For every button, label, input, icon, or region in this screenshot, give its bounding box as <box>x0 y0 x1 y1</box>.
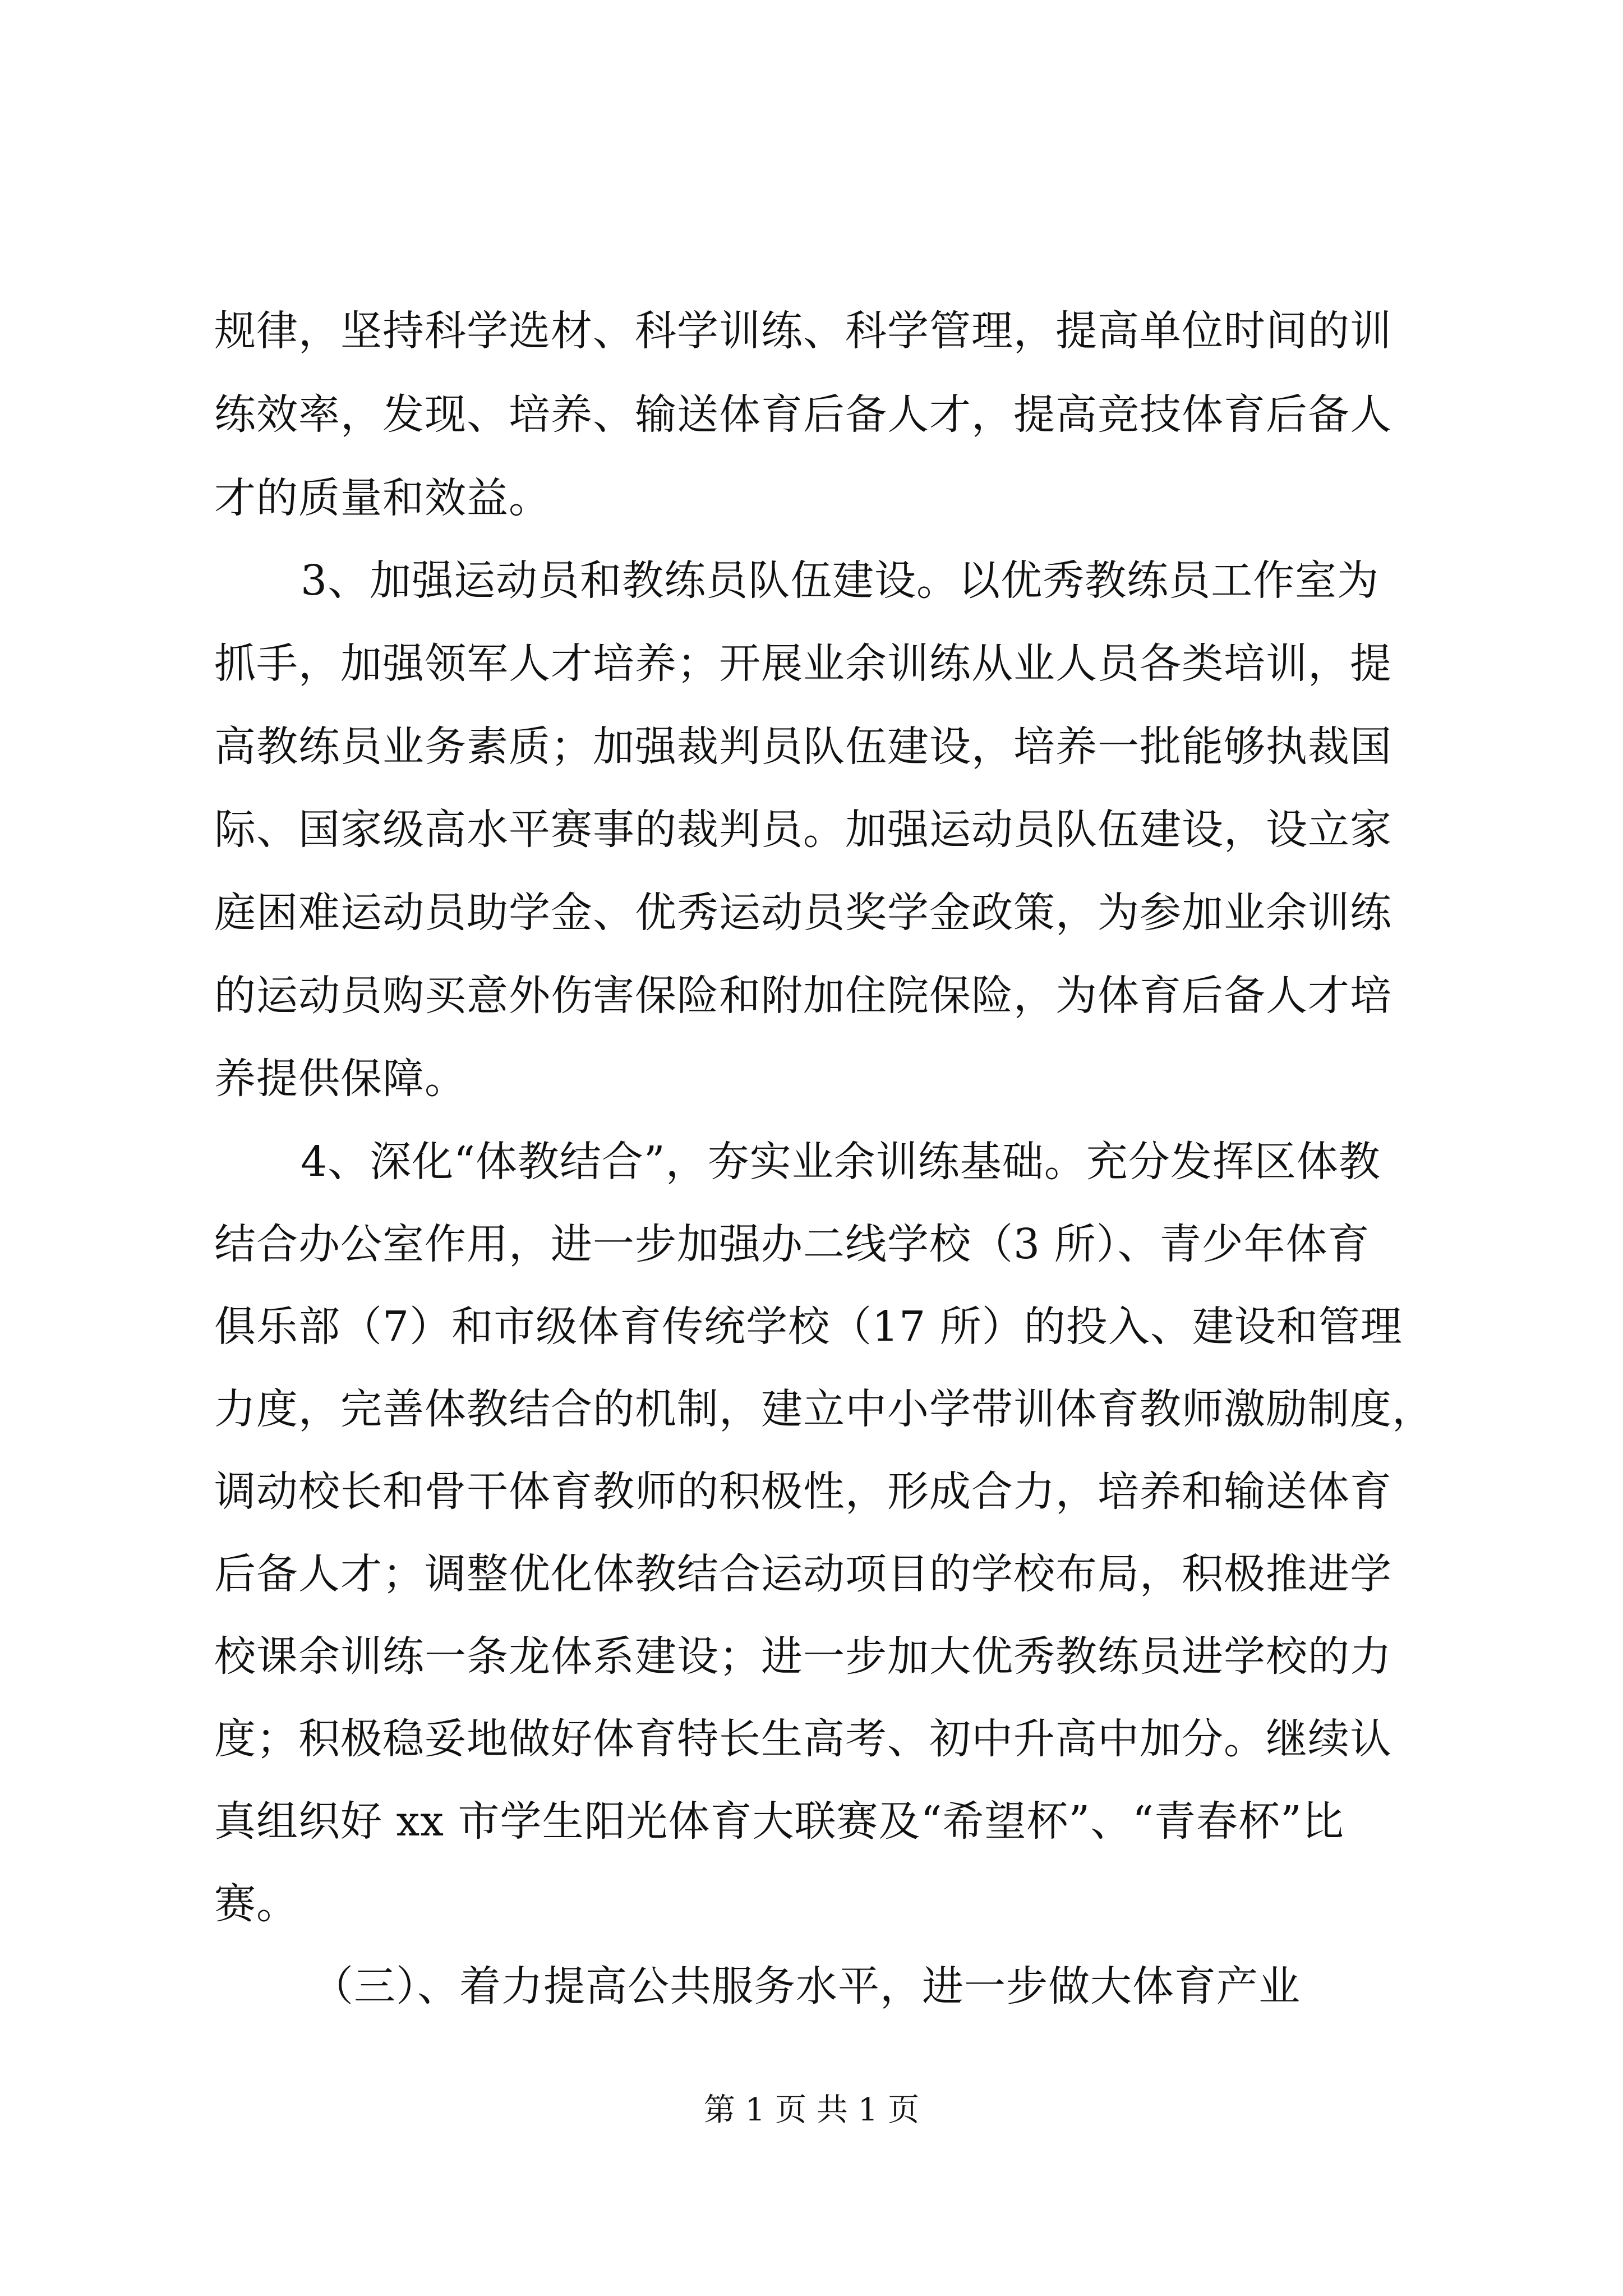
text-line: 调动校长和骨干体育教师的积极性，形成合力，培养和输送体育 <box>214 1467 1392 1516</box>
text-line: 才的质量和效益。 <box>214 474 551 522</box>
text-line: 赛。 <box>214 1880 298 1928</box>
text-line: 练效率，发现、培养、输送体育后备人才，提高竞技体育后备人 <box>214 390 1392 439</box>
text-line: 后备人才；调整优化体教结合运动项目的学校布局，积极推进学 <box>214 1550 1392 1598</box>
text-line: 的运动员购买意外伤害保险和附加住院保险，为体育后备人才培 <box>214 972 1392 1020</box>
text-line: 真组织好 xx 市学生阳光体育大联赛及“希望杯”、“青春杯”比 <box>214 1797 1344 1846</box>
text-line: 高教练员业务素质；加强裁判员队伍建设，培养一批能够执裁国 <box>214 723 1392 771</box>
text-line: 度；积极稳妥地做好体育特长生高考、初中升高中加分。继续认 <box>214 1715 1392 1763</box>
text-line: （三）、着力提高公共服务水平，进一步做大体育产业 <box>312 1962 1301 2010</box>
page-footer: 第 1 页 共 1 页 <box>703 2092 920 2128</box>
text-line: 4、深化“体教结合”，夯实业余训练基础。充分发挥区体教 <box>301 1138 1381 1186</box>
text-line: 养提供保障。 <box>214 1055 467 1103</box>
text-line: 际、国家级高水平赛事的裁判员。加强运动员队伍建设，设立家 <box>214 806 1392 854</box>
text-line: 结合办公室作用，进一步加强办二线学校（3 所）、青少年体育 <box>214 1220 1370 1268</box>
text-line: 俱乐部（7）和市级体育传统学校（17 所）的投入、建设和管理 <box>214 1303 1403 1351</box>
text-line: 力度，完善体教结合的机制，建立中小学带训体育教师激励制度， <box>214 1385 1434 1433</box>
text-line: 3、加强运动员和教练员队伍建设。以优秀教练员工作室为 <box>301 556 1380 605</box>
text-line: 校课余训练一条龙体系建设；进一步加大优秀教练员进学校的力 <box>214 1632 1392 1681</box>
text-line: 抓手，加强领军人才培养；开展业余训练从业人员各类培训，提 <box>214 639 1392 688</box>
text-line: 庭困难运动员助学金、优秀运动员奖学金政策，为参加业余训练 <box>214 889 1392 937</box>
text-line: 规律，坚持科学选材、科学训练、科学管理，提高单位时间的训 <box>214 307 1392 355</box>
